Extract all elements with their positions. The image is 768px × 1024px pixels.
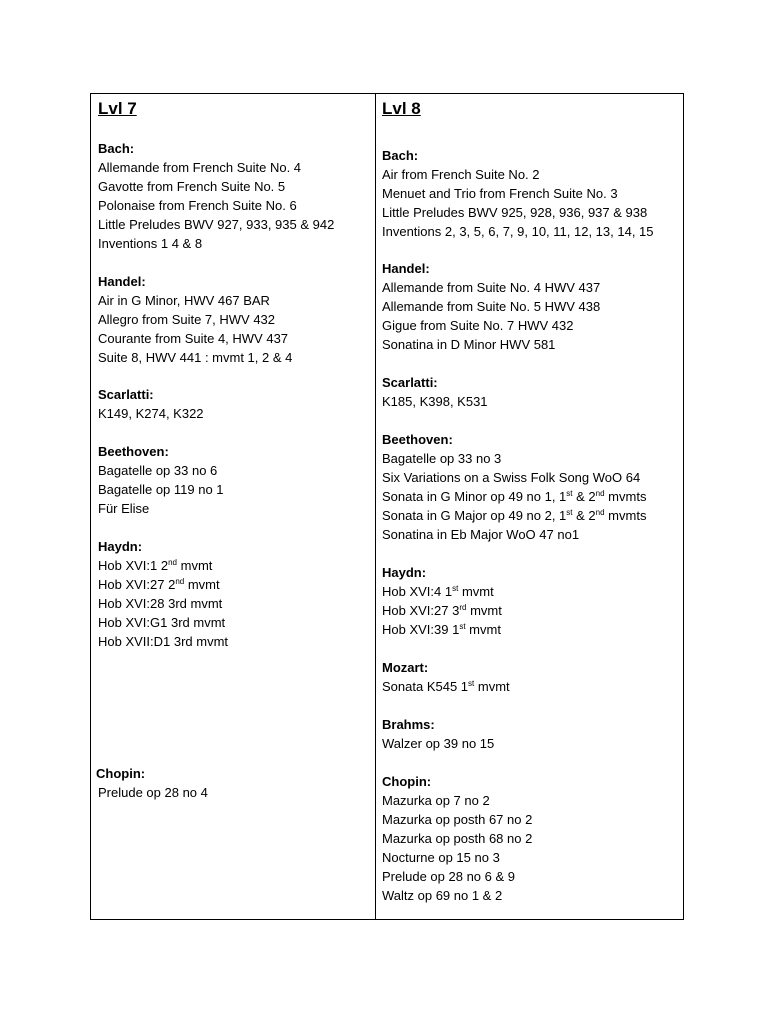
piece-text: mvmt: [184, 577, 220, 592]
composer-heading: Haydn:: [98, 539, 143, 554]
ordinal-suffix: nd: [168, 558, 178, 567]
ordinal-suffix: st: [468, 679, 475, 688]
piece-item: Nocturne op 15 no 3: [382, 850, 500, 865]
piece-item: Gigue from Suite No. 7 HWV 432: [382, 318, 574, 333]
piece-item: Für Elise: [98, 501, 150, 516]
piece-item: Mazurka op posth 67 no 2: [382, 812, 533, 827]
piece-item: Hob XVII:D1 3rd mvmt: [98, 634, 229, 649]
composer-heading: Handel:: [382, 261, 430, 276]
piece-text: Sonata in G Minor op 49 no 1, 1: [382, 489, 567, 504]
piece-item: [382, 582, 502, 601]
piece-text: & 2: [572, 508, 596, 523]
piece-item: [382, 506, 646, 525]
piece-text: Hob XVI:39 1: [382, 622, 460, 637]
lvl8-beethoven-section: [382, 430, 646, 544]
level-8-column: [376, 94, 683, 919]
ordinal-suffix: nd: [595, 508, 605, 517]
piece-item: [382, 487, 646, 506]
piece-item: Bagatelle op 119 no 1: [98, 482, 224, 497]
piece-item: [382, 677, 510, 696]
composer-heading: Handel:: [98, 274, 146, 289]
piece-item: K149, K274, K322: [98, 406, 204, 421]
lvl8-haydn-section: [382, 563, 502, 639]
lvl8-chopin-section: [382, 772, 532, 905]
piece-item: Courante from Suite 4, HWV 437: [98, 331, 289, 346]
composer-heading: Chopin:: [382, 774, 432, 789]
piece-text: mvmts: [604, 508, 647, 523]
ordinal-suffix: st: [452, 584, 459, 593]
piece-item: Menuet and Trio from French Suite No. 3: [382, 186, 618, 201]
piece-item: Air in G Minor, HWV 467 BAR: [98, 293, 270, 308]
piece-text: mvmt: [466, 603, 502, 618]
lvl7-handel-section: [98, 272, 292, 367]
piece-text: & 2: [572, 489, 596, 504]
piece-text: Hob XVI:27 2: [98, 577, 176, 592]
lvl7-bach-section: [98, 139, 334, 253]
piece-text: mvmt: [458, 584, 494, 599]
piece-item: Little Preludes BWV 927, 933, 935 & 942: [98, 217, 335, 232]
piece-text: Sonata in G Major op 49 no 2, 1: [382, 508, 567, 523]
piece-item: Inventions 1 4 & 8: [98, 236, 203, 251]
ordinal-suffix: st: [566, 508, 573, 517]
lvl7-chopin-section: [96, 764, 208, 802]
piece-item: Mazurka op 7 no 2: [382, 793, 490, 808]
lvl7-haydn-section: [98, 537, 228, 651]
level-7-title: Lvl 7: [98, 99, 137, 118]
piece-item: Waltz op 69 no 1 & 2: [382, 888, 503, 903]
composer-heading: Scarlatti:: [98, 387, 154, 402]
piece-item: Polonaise from French Suite No. 6: [98, 198, 297, 213]
piece-item: Sonatina in D Minor HWV 581: [382, 337, 556, 352]
piece-text: Sonata K545 1: [382, 679, 469, 694]
lvl7-scarlatti-section: [98, 385, 204, 423]
piece-item: Sonatina in Eb Major WoO 47 no1: [382, 527, 580, 542]
piece-text: Hob XVI:4 1: [382, 584, 453, 599]
piece-item: [382, 620, 502, 639]
composer-heading: Bach:: [382, 148, 419, 163]
piece-item: [98, 575, 228, 594]
piece-item: Suite 8, HWV 441 : mvmt 1, 2 & 4: [98, 350, 293, 365]
ordinal-suffix: st: [459, 622, 466, 631]
composer-heading: Beethoven:: [382, 432, 453, 447]
ordinal-suffix: nd: [175, 577, 185, 586]
piece-item: Allegro from Suite 7, HWV 432: [98, 312, 276, 327]
piece-item: Bagatelle op 33 no 3: [382, 451, 502, 466]
lvl7-beethoven-section: [98, 442, 224, 518]
lvl8-brahms-section: [382, 715, 494, 753]
piece-item: Allemande from Suite No. 5 HWV 438: [382, 299, 601, 314]
lvl8-handel-section: [382, 259, 600, 354]
level-8-title: Lvl 8: [382, 99, 421, 118]
repertoire-table: [90, 93, 684, 920]
composer-heading: Beethoven:: [98, 444, 169, 459]
composer-heading: Mozart:: [382, 660, 429, 675]
ordinal-suffix: st: [566, 489, 573, 498]
composer-heading: Brahms:: [382, 717, 435, 732]
ordinal-suffix: nd: [595, 489, 605, 498]
piece-item: Inventions 2, 3, 5, 6, 7, 9, 10, 11, 12, 13, 14, 15: [382, 224, 654, 239]
composer-heading: Scarlatti:: [382, 375, 438, 390]
piece-text: mvmt: [177, 558, 213, 573]
piece-item: Walzer op 39 no 15: [382, 736, 495, 751]
composer-heading: Haydn:: [382, 565, 427, 580]
piece-item: Allemande from French Suite No. 4: [98, 160, 302, 175]
piece-item: Six Variations on a Swiss Folk Song WoO 64: [382, 470, 641, 485]
piece-item: Prelude op 28 no 6 & 9: [382, 869, 515, 884]
lvl8-bach-section: [382, 146, 654, 241]
ordinal-suffix: rd: [459, 603, 467, 612]
piece-item: Bagatelle op 33 no 6: [98, 463, 218, 478]
composer-heading: Bach:: [98, 141, 135, 156]
piece-item: Mazurka op posth 68 no 2: [382, 831, 533, 846]
level-7-column: [91, 94, 376, 919]
piece-item: Hob XVI:G1 3rd mvmt: [98, 615, 226, 630]
piece-item: Little Preludes BWV 925, 928, 936, 937 & 938: [382, 205, 648, 220]
piece-item: [98, 556, 228, 575]
piece-item: K185, K398, K531: [382, 394, 488, 409]
piece-item: Allemande from Suite No. 4 HWV 437: [382, 280, 601, 295]
piece-item: Air from French Suite No. 2: [382, 167, 540, 182]
piece-text: Hob XVI:1 2: [98, 558, 169, 573]
piece-item: Prelude op 28 no 4: [98, 785, 208, 800]
lvl8-mozart-section: [382, 658, 510, 696]
piece-item: [382, 601, 502, 620]
composer-heading: Chopin:: [96, 766, 146, 781]
piece-item: Hob XVI:28 3rd mvmt: [98, 596, 223, 611]
piece-text: mvmt: [465, 622, 501, 637]
lvl8-scarlatti-section: [382, 373, 488, 411]
piece-item: Gavotte from French Suite No. 5: [98, 179, 286, 194]
piece-text: Hob XVI:27 3: [382, 603, 460, 618]
piece-text: mvmt: [474, 679, 510, 694]
piece-text: mvmts: [604, 489, 647, 504]
